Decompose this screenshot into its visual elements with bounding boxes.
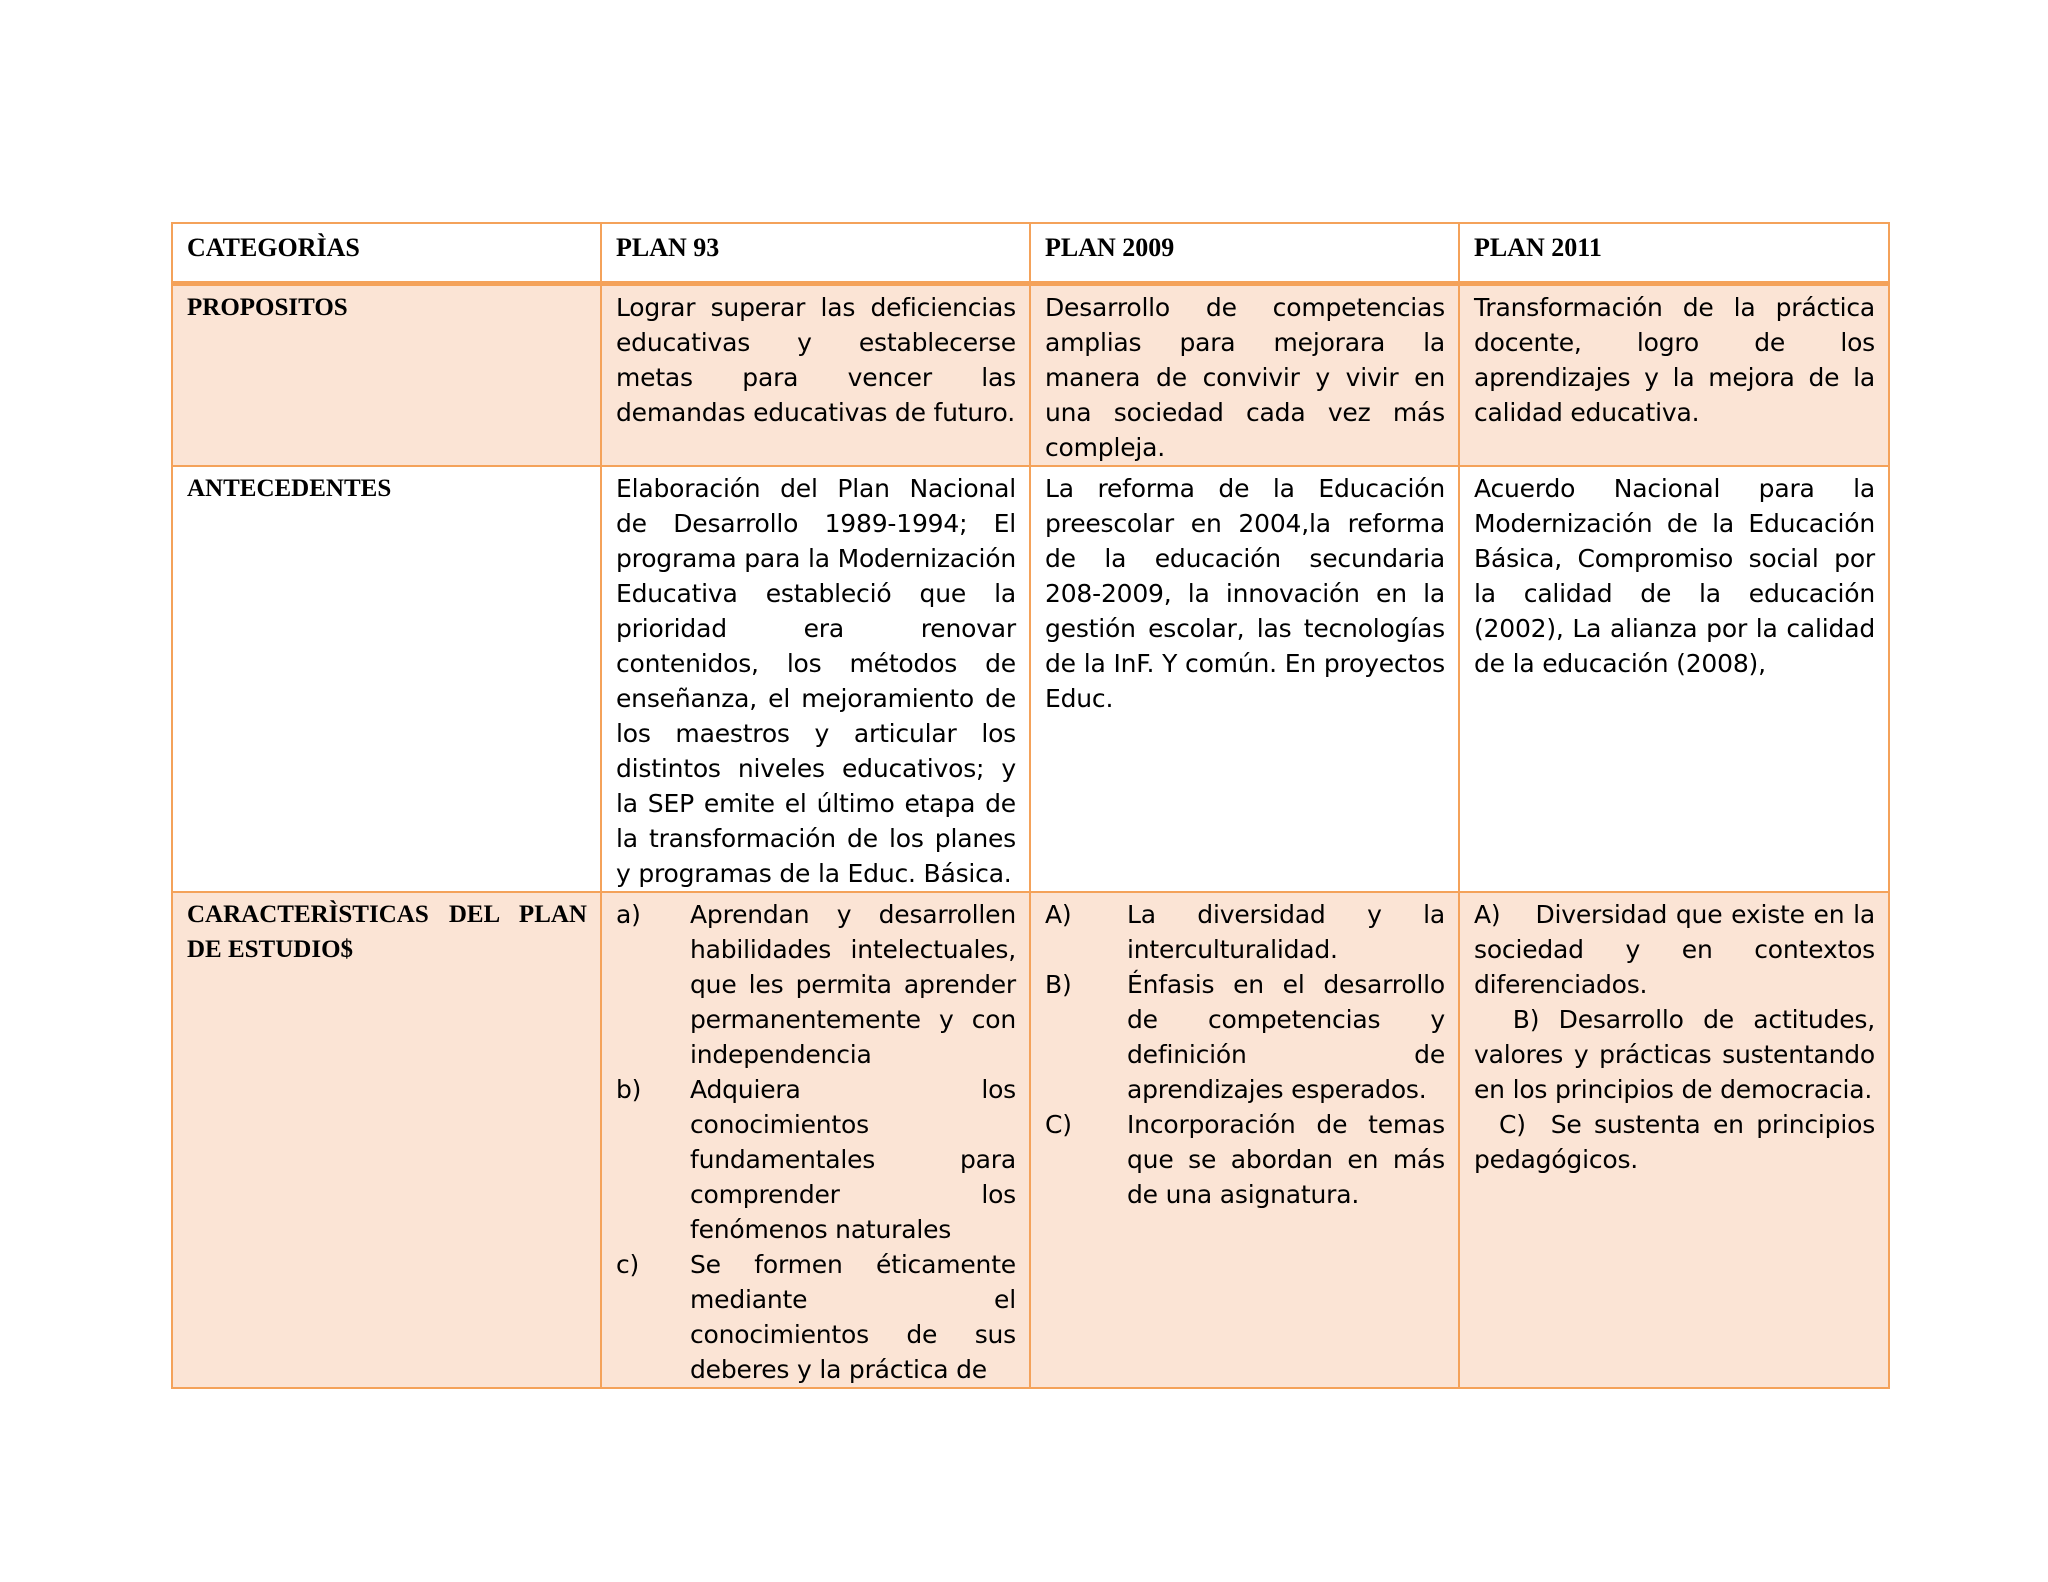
table-row-propositos [172,284,1889,467]
plan-2009-list [1045,897,1445,1212]
header-cell-plan-2011: PLAN 2011 [1459,223,1889,284]
list-item [616,897,1016,1072]
list-marker: A) [1474,900,1501,929]
cell-antecedentes-plan-93: Elaboración del Plan Nacional de Desarrollo 1989-1994; El programa para la Modernización Educativa estableció que la prioridad era renovar contenidos, los métodos de enseñanza, el mejoramiento de los maestros y articular los distintos niveles educativos; y la SEP emite el último etapa de la transformación de los planes y programas de la Educ. Básica. [601,466,1030,892]
cell-antecedentes-plan-2009: La reforma de la Educación preescolar en 2004,la reforma de la educación secundaria 208-2009, la innovación en la gestión escolar, las tecnologías de la InF. Y común. En proyectos Educ. [1030,466,1459,892]
list-text: Incorporación de temas que se abordan en más de una asignatura. [1127,1110,1445,1209]
list-text: Se formen éticamente mediante el conocimientos de sus deberes y la práctica de [690,1250,1016,1384]
cell-caracteristicas-plan-2009 [1030,892,1459,1388]
list-marker: b) [616,1075,642,1104]
list-item [616,1072,1016,1247]
list-marker: A) [1045,900,1072,929]
table-header-row [172,223,1889,284]
category-propositos: PROPOSITOS [172,284,601,467]
list-item [616,1247,1016,1387]
list-item [1045,897,1445,967]
list-marker: B) [1045,970,1072,999]
comparison-table [171,222,1890,1389]
list-marker: a) [616,900,641,929]
header-cell-plan-2009: PLAN 2009 [1030,223,1459,284]
list-text: Desarrollo de actitudes, valores y prácticas sustentando en los principios de democracia. [1474,1005,1875,1104]
list-marker: C) [1498,1110,1526,1139]
list-marker: c) [616,1250,640,1279]
list-item [1474,1002,1875,1107]
list-text: La diversidad y la interculturalidad. [1127,900,1445,964]
list-marker: B) [1512,1005,1540,1034]
cell-antecedentes-plan-2011: Acuerdo Nacional para la Modernización de la Educación Básica, Compromiso social por la calidad de la educación (2002), La alianza por la calidad de la educación (2008), [1459,466,1889,892]
list-item [1045,967,1445,1107]
cell-propositos-plan-93: Lograr superar las deficiencias educativas y establecerse metas para vencer las demandas educativas de futuro. [601,284,1030,467]
header-cell-plan-93: PLAN 93 [601,223,1030,284]
category-antecedentes: ANTECEDENTES [172,466,601,892]
cell-caracteristicas-plan-2011 [1459,892,1889,1388]
list-item [1474,1107,1875,1177]
table-row-caracteristicas [172,892,1889,1388]
cell-propositos-plan-2009: Desarrollo de competencias amplias para mejorara la manera de convivir y vivir en una sociedad cada vez más compleja. [1030,284,1459,467]
category-caracteristicas: CARACTERÌSTICAS DEL PLAN DE ESTUDIO$ [172,892,601,1388]
list-item [1474,897,1875,1002]
list-marker: C) [1045,1110,1072,1139]
list-text: Adquiera los conocimientos fundamentales para comprender los fenómenos naturales [690,1075,1016,1244]
list-item [1045,1107,1445,1212]
list-text: Diversidad que existe en la sociedad y en contextos diferenciados. [1474,900,1875,999]
plan-93-list [616,897,1016,1387]
list-text: Aprendan y desarrollen habilidades intelectuales, que les permita aprender permanentemente y con independencia [690,900,1016,1069]
cell-caracteristicas-plan-93 [601,892,1030,1388]
header-cell-categorias: CATEGORÌAS [172,223,601,284]
table-row-antecedentes [172,466,1889,892]
list-text: Énfasis en el desarrollo de competencias y definición de aprendizajes esperados. [1127,970,1445,1104]
cell-propositos-plan-2011: Transformación de la práctica docente, logro de los aprendizajes y la mejora de la calidad educativa. [1459,284,1889,467]
list-text: Se sustenta en principios pedagógicos. [1474,1110,1876,1174]
